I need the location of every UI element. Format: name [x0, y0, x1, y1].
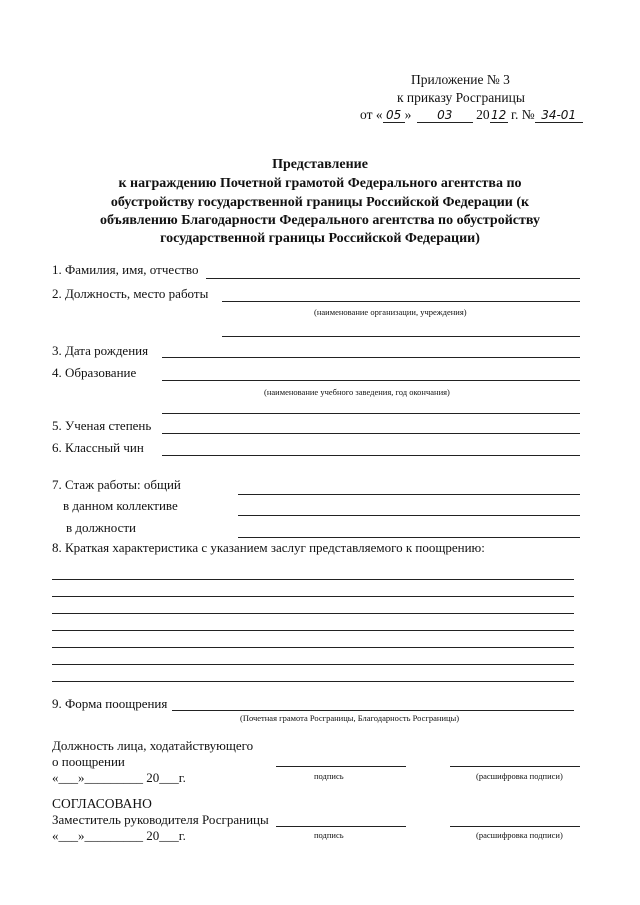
- field-education-line[interactable]: [162, 380, 580, 381]
- field-experience-team-label: в данном коллективе: [63, 498, 178, 513]
- petitioner-date[interactable]: «___»_________ 20___г.: [52, 770, 186, 785]
- document-title-line-2: к награждению Почетной грамотой Федерального агентства по: [118, 176, 522, 191]
- field-experience-team-line[interactable]: [238, 515, 580, 516]
- petitioner-signature-label: подпись: [314, 771, 344, 781]
- year-prefix: 20: [476, 107, 490, 122]
- characteristics-line[interactable]: [52, 664, 574, 665]
- field-award-form-label: 9. Форма поощрения: [52, 696, 168, 711]
- deputy-name-line[interactable]: [450, 826, 580, 827]
- order-year: 12: [490, 108, 507, 122]
- field-experience-label: 7. Стаж работы: общий: [52, 477, 181, 492]
- appendix-number: Приложение № 3: [411, 72, 510, 87]
- field-birth-date-label: 3. Дата рождения: [52, 343, 149, 358]
- field-position-label: 2. Должность, место работы: [52, 286, 209, 301]
- field-position-hint: (наименование организации, учреждения): [314, 307, 467, 317]
- petitioner-signature-line[interactable]: [276, 766, 406, 767]
- field-award-form-hint: (Почетная грамота Росграницы, Благодарность Росграницы): [240, 713, 460, 723]
- characteristics-line[interactable]: [52, 681, 574, 682]
- characteristics-line[interactable]: [52, 613, 574, 614]
- order-reference: к приказу Росграницы: [397, 90, 525, 105]
- field-class-rank-line[interactable]: [162, 455, 580, 456]
- characteristics-line[interactable]: [52, 579, 574, 580]
- deputy-signature-line[interactable]: [276, 826, 406, 827]
- field-class-rank-label: 6. Классный чин: [52, 440, 144, 455]
- deputy-date[interactable]: «___»_________ 20___г.: [52, 828, 186, 843]
- characteristics-line[interactable]: [52, 630, 574, 631]
- petitioner-name-line[interactable]: [450, 766, 580, 767]
- document-title: Представление: [272, 157, 368, 172]
- field-full-name-label: 1. Фамилия, имя, отчество: [52, 262, 199, 277]
- document-title-line-4: объявлению Благодарности Федерального агентства по обустройству: [100, 213, 540, 228]
- field-degree-label: 5. Ученая степень: [52, 418, 152, 433]
- petitioner-title: Должность лица, ходатайствующего: [52, 738, 254, 753]
- order-month: 03: [417, 108, 473, 123]
- field-education-line-2[interactable]: [162, 413, 580, 414]
- deputy-title: Заместитель руководителя Росграницы: [52, 812, 269, 827]
- field-education-hint: (наименование учебного заведения, год окончания): [264, 387, 450, 397]
- order-day: 05: [383, 108, 405, 123]
- field-position-line[interactable]: [222, 301, 580, 302]
- document-title-line-3: обустройству государственной границы Российской Федерации (к: [110, 195, 530, 210]
- field-full-name-line[interactable]: [206, 278, 580, 279]
- field-birth-date-line[interactable]: [162, 357, 580, 358]
- characteristics-line[interactable]: [52, 647, 574, 648]
- date-prefix: от «: [360, 107, 383, 122]
- quote-close: »: [404, 107, 412, 122]
- field-award-form-line[interactable]: [172, 710, 574, 711]
- petitioner-name-label: (расшифровка подписи): [476, 771, 563, 781]
- field-experience-position-line[interactable]: [238, 537, 580, 538]
- deputy-name-label: (расшифровка подписи): [476, 830, 563, 840]
- field-characteristics-label: 8. Краткая характеристика с указанием заслуг представляемого к поощрению:: [52, 540, 485, 555]
- characteristics-line[interactable]: [52, 596, 574, 597]
- field-experience-total-line[interactable]: [238, 494, 580, 495]
- order-number: 34-01: [535, 108, 583, 123]
- order-date-line: [360, 107, 583, 123]
- field-experience-position-label: в должности: [66, 520, 136, 535]
- petitioner-title-line-2: о поощрении: [52, 754, 125, 769]
- document-title-line-5: государственной границы Российской Федерации): [160, 231, 480, 246]
- agreed-heading: СОГЛАСОВАНО: [52, 796, 152, 811]
- deputy-signature-label: подпись: [314, 830, 344, 840]
- field-position-line-2[interactable]: [222, 336, 580, 337]
- field-education-label: 4. Образование: [52, 365, 137, 380]
- field-degree-line[interactable]: [162, 433, 580, 434]
- year-suffix: г. №: [510, 107, 535, 122]
